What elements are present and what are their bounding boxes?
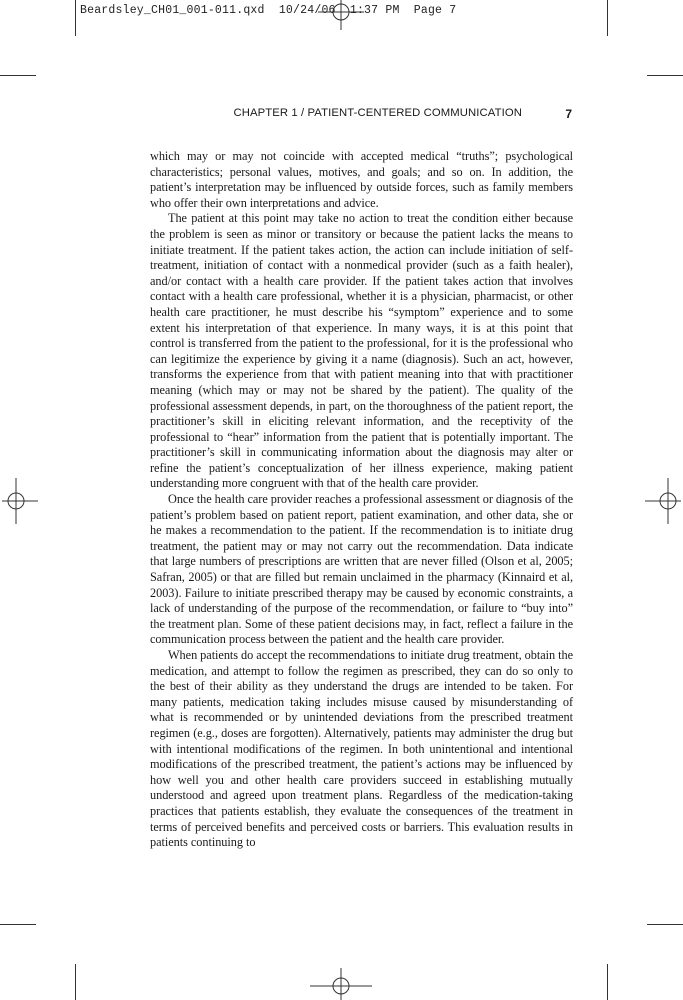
crop-mark-bottom-right-vertical bbox=[607, 964, 608, 1000]
registration-mark-left bbox=[0, 476, 40, 526]
crop-mark-top-right-vertical bbox=[607, 0, 608, 36]
running-head bbox=[150, 107, 572, 123]
registration-mark-bottom bbox=[308, 966, 374, 1000]
crop-mark-top-left-vertical bbox=[75, 0, 76, 36]
page-number: 7 bbox=[565, 107, 572, 121]
crop-mark-bottom-left-vertical bbox=[75, 964, 76, 1000]
crop-mark-bottom-right-horizontal bbox=[647, 924, 683, 925]
crop-mark-top-left-horizontal bbox=[0, 75, 36, 76]
crop-mark-top-right-horizontal bbox=[647, 75, 683, 76]
paragraph-continued: which may or may not coincide with accepted medical “truths”; psychological characteristics; personal values, motives, and goals; and so on. In addition, the patient’s interpretation may be influenced by outside forces, such as family members who offer their own interpretations and advice. bbox=[150, 149, 573, 210]
body-text bbox=[150, 149, 573, 851]
paragraph-drug-treatment: When patients do accept the recommendations to initiate drug treatment, obtain the medication, and attempt to follow the regimen as prescribed, they can do so only to the best of their ability as they understand the drugs are intended to be taken. For many patients, medication taking includes misuse caused by misunderstanding of what is recommended or by unintended deviations from the prescribed treatment regimen (e.g., doses are forgotten). Alternatively, patients may administer the drug but with intentional modifications of the regimen. In both unintentional and intentional modifications of the prescribed treatment, the patient’s actions may be influenced by how well you and other health care providers succeed in establishing mutually understood and agreed upon treatment plans. Regardless of the medication-taking practices that patients establish, they evaluate the consequences of the treatment in terms of perceived benefits and perceived costs or barriers. This evaluation results in patients continuing to bbox=[150, 648, 573, 850]
printer-slug: Beardsley_CH01_001-011.qxd 10/24/06 1:37 PM Page 7 bbox=[80, 4, 457, 17]
running-head-title: CHAPTER 1 / PATIENT-CENTERED COMMUNICATION bbox=[233, 107, 522, 119]
registration-mark-top bbox=[316, 0, 366, 32]
registration-mark-right bbox=[643, 476, 683, 526]
paragraph-patient-action: The patient at this point may take no action to treat the condition either because the problem is seen as minor or transitory or because the patient lacks the means to initiate treatment. If the patient takes action, the action can include initiation of self-treatment, initiation of contact with a nonmedical provider (such as a faith healer), and/or contact with a health care provider. If the patient takes action that involves contact with a health care professional, whether it is a physician, pharmacist, or other health care practitioner, he must describe his “symptom” experience and to some extent his interpretation of that experience. In many ways, it is at this point that control is transferred from the patient to the professional, for it is the professional who can legitimize the experience by giving it a name (diagnosis). Such an act, however, transforms the experience from that with patient meaning into that with practitioner meaning (which may or may not be shared by the patient). The quality of the professional assessment depends, in part, on the thoroughness of the patient report, the practitioner’s skill in eliciting relevant information, and the receptivity of the professional to “hear” information from the patient that is potentially important. The practitioner’s skill in communicating information about the diagnosis may alter or refine the patient’s conceptualization of her illness experience, making patient understanding more congruent with that of the health care provider. bbox=[150, 211, 573, 491]
crop-mark-bottom-left-horizontal bbox=[0, 924, 36, 925]
paragraph-recommendation: Once the health care provider reaches a professional assessment or diagnosis of the patient’s problem based on patient report, patient examination, and other data, she or he makes a recommendation to the patient. If the recommendation is to initiate drug treatment, the patient may or may not carry out the recommendation. Data indicate that large numbers of prescriptions are written that are never filled (Olson et al, 2005; Safran, 2005) or that are filled but remain unclaimed in the pharmacy (Kinnaird et al, 2003). Failure to initiate prescribed therapy may be caused by economic constraints, a lack of understanding of the purpose of the recommendation, or failure to “buy into” the treatment plan. Some of these patient decisions may, in fact, reflect a failure in the communication process between the patient and the health care provider. bbox=[150, 492, 573, 647]
